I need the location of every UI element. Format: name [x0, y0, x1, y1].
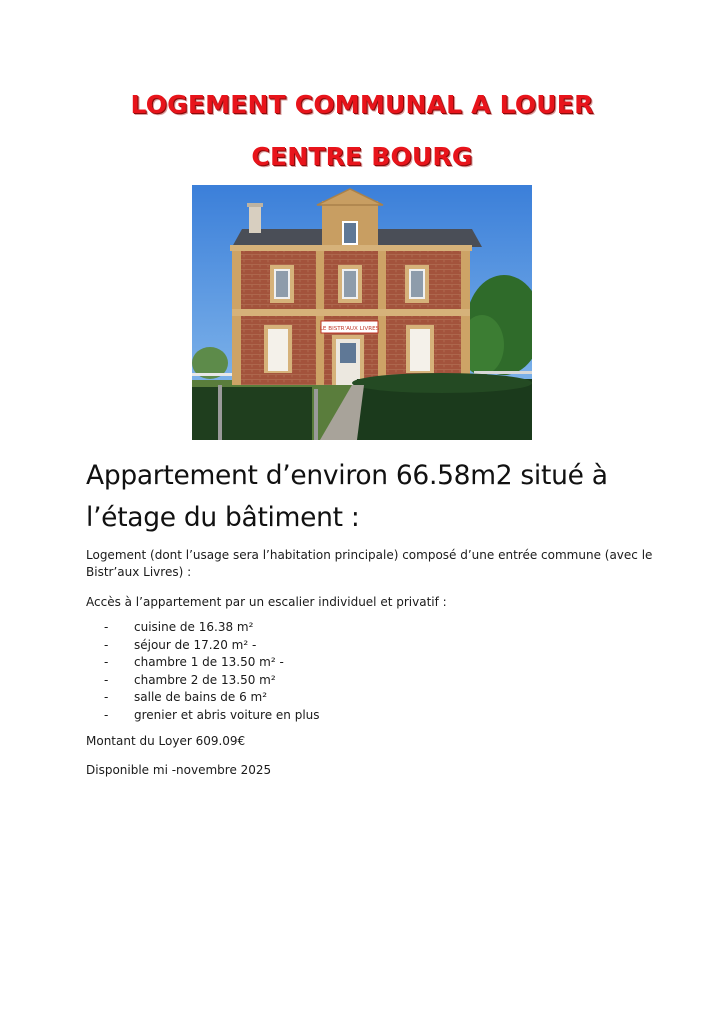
list-dash: -: [104, 620, 109, 634]
rent-amount: Montant du Loyer 609.09€: [86, 734, 246, 748]
heading-line-2: l’étage du bâtiment :: [86, 502, 360, 533]
list-item: [104, 619, 320, 637]
list-item: [104, 654, 320, 672]
list-dash: -: [104, 672, 109, 687]
room-item-text: cuisine de 16.38 m²: [134, 620, 254, 634]
list-item: [104, 689, 320, 707]
building-photo: [192, 185, 532, 440]
title-line-1: LOGEMENT COMMUNAL A LOUER: [130, 90, 594, 119]
bistro-sign: LE BISTR'AUX LIVRES: [319, 326, 380, 332]
access-paragraph: Accès à l’appartement par un escalier individuel et privatif :: [86, 595, 447, 609]
list-dash: -: [104, 637, 109, 652]
availability-date: Disponible mi -novembre 2025: [86, 763, 272, 777]
room-list: [104, 619, 320, 724]
list-dash: -: [104, 655, 109, 669]
intro-paragraph: Logement (dont l’usage sera l’habitation principale) composé d’une entrée commune (avec le Bistr’aux Livres) :: [86, 548, 653, 579]
list-item: [104, 637, 320, 655]
list-item: [104, 707, 320, 725]
heading-line-1: Appartement d’environ 66.58m2 situé à: [86, 460, 608, 491]
room-item-text: salle de bains de 6 m²: [134, 690, 268, 704]
room-item-text: chambre 1 de 13.50 m² -: [134, 655, 284, 669]
room-item-text: séjour de 17.20 m² -: [134, 637, 257, 652]
list-item: [104, 672, 320, 690]
main-heading: [86, 455, 686, 539]
list-dash: -: [104, 707, 109, 722]
room-item-text: grenier et abris voiture en plus: [134, 707, 320, 722]
room-item-text: chambre 2 de 13.50 m²: [134, 672, 276, 687]
title-line-2: CENTRE BOURG: [251, 142, 473, 171]
list-dash: -: [104, 690, 109, 704]
